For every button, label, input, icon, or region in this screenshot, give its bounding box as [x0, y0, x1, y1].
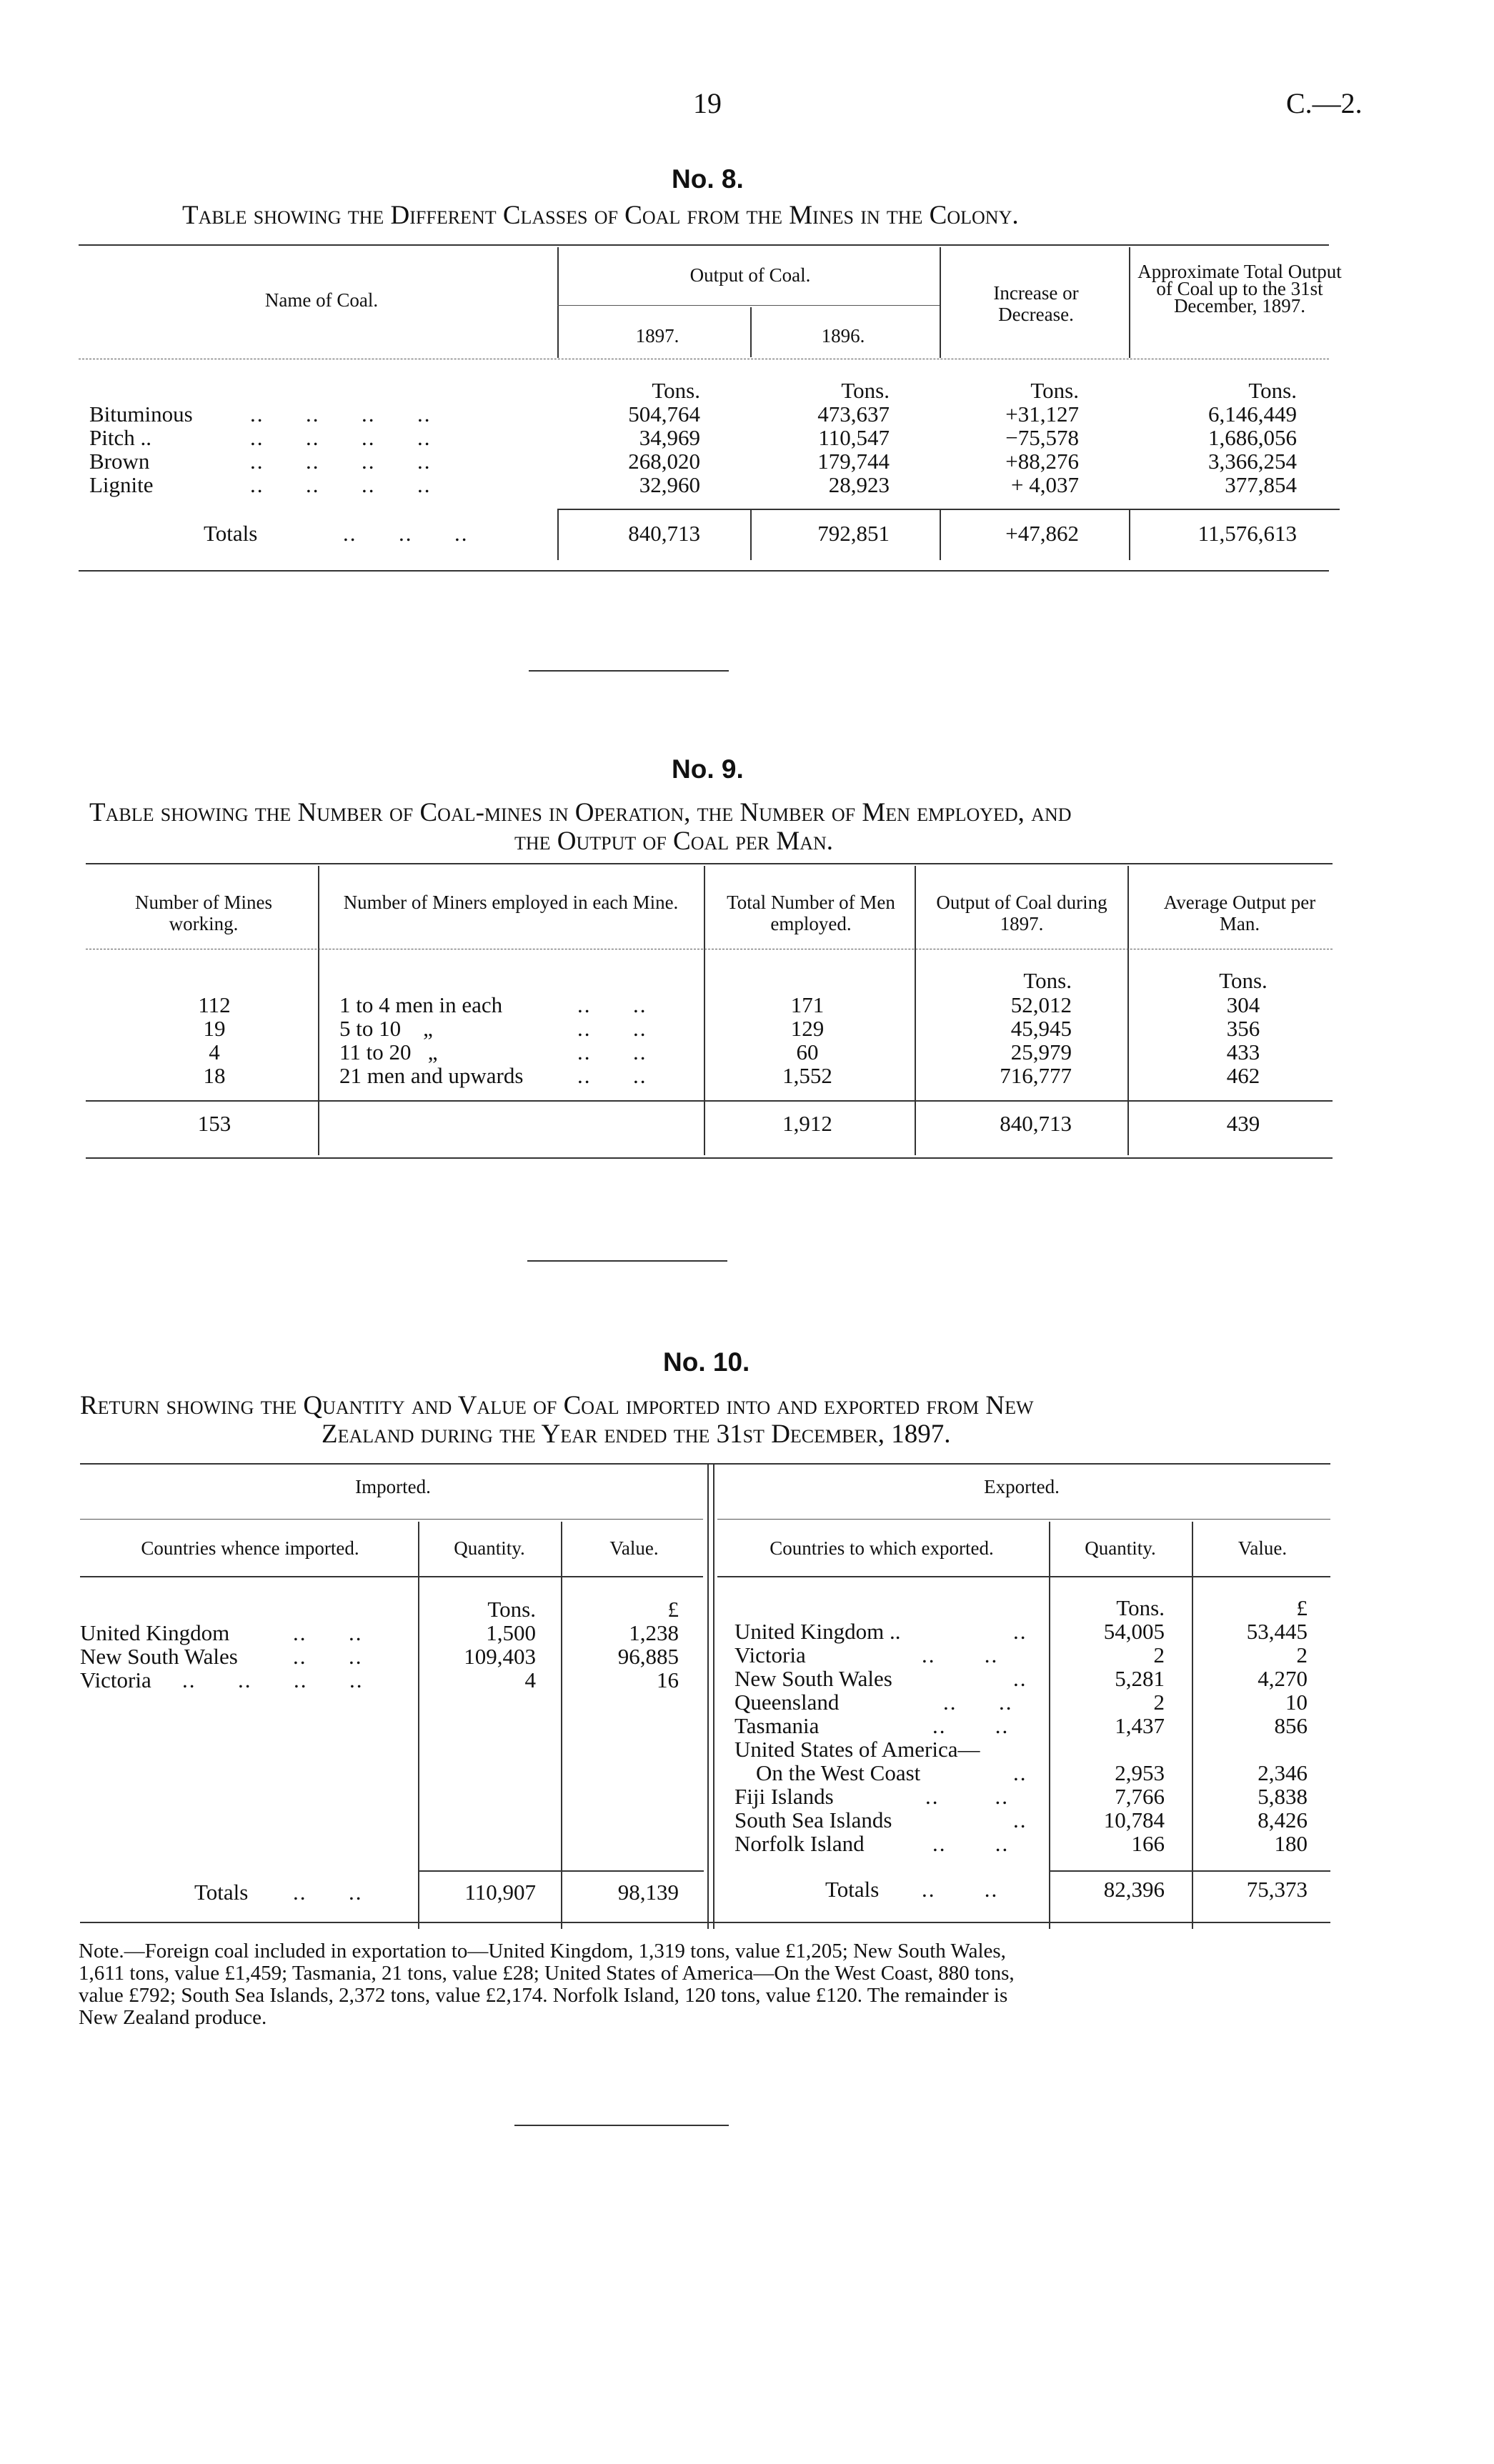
t10-imp-totals-dots: .. ..: [293, 1880, 363, 1905]
t10-exported-label: Exported.: [984, 1476, 1060, 1497]
t9-row-total: 1,552: [782, 1063, 832, 1088]
t10-exp-totals-qty: 82,396: [1103, 1877, 1165, 1902]
table8-title: Table showing the Different Classes of Coal from the Mines in the Colony.: [182, 201, 1019, 230]
t10-imp-totals-val: 98,139: [617, 1880, 679, 1905]
t10-header-exp-val: Value.: [1237, 1537, 1288, 1559]
table10-title-line1: Return showing the Quantity and Value of Coal imported into and exported from New: [80, 1391, 1034, 1420]
t8-row-dots: .. .. .. ..: [250, 449, 432, 474]
t8-row-name: Brown: [89, 449, 150, 474]
t10-exp-qty: 2: [1153, 1642, 1165, 1667]
t10-exp-qty: 166: [1131, 1831, 1165, 1856]
t10-note: [79, 1940, 1343, 2029]
t10-exp-dots: .. ..: [925, 1784, 1009, 1809]
t9-row-total: 171: [790, 992, 825, 1017]
t10-exp-country: New South Wales: [734, 1666, 892, 1691]
t8-header-1896: 1896.: [821, 325, 865, 346]
t10-exp-qty: 1,437: [1115, 1713, 1165, 1738]
t9-row-avg: 356: [1226, 1016, 1260, 1041]
t10-header-imp-val: Value.: [609, 1537, 659, 1559]
t9-row-avg: 304: [1226, 992, 1260, 1017]
t10-header-imp-qty: Quantity.: [454, 1537, 525, 1559]
t10-imp-val: 96,885: [617, 1644, 679, 1669]
t10-imp-qty: 1,500: [486, 1620, 536, 1645]
t10-exp-totals-label: Totals: [825, 1877, 880, 1902]
t10-exp-qty: 2,953: [1115, 1760, 1165, 1785]
t9-row-mines: 4: [209, 1039, 220, 1064]
t8-row-name: Pitch ..: [89, 425, 151, 450]
t10-exp-country: Victoria: [734, 1642, 806, 1667]
t10-exp-qty: 2: [1153, 1690, 1165, 1715]
t8-row-1896: 110,547: [818, 425, 890, 450]
t9-row-dots: .. ..: [577, 1039, 647, 1064]
t10-imp-val: 16: [657, 1667, 679, 1692]
t10-imp-country: New South Wales: [80, 1644, 238, 1669]
t9-totals-output: 840,713: [1000, 1111, 1072, 1136]
t10-exp-dots: .. ..: [922, 1642, 999, 1667]
t10-exp-country: Fiji Islands: [734, 1784, 834, 1809]
t9-header-total: Total Number of Men employed.: [727, 892, 895, 934]
t10-exp-dots: ..: [1013, 1666, 1027, 1691]
t8-row-1897: 268,020: [628, 449, 700, 474]
t9-unit-avg: Tons.: [1219, 968, 1268, 993]
t9-row-output: 716,777: [1000, 1063, 1072, 1088]
t8-row-1897: 34,969: [639, 425, 700, 450]
t10-imp-val: 1,238: [629, 1620, 679, 1645]
t9-row-output: 45,945: [1010, 1016, 1072, 1041]
t8-header-output: Output of Coal.: [689, 264, 811, 286]
t10-imp-qty: 4: [524, 1667, 536, 1692]
t10-exp-qty: 10,784: [1103, 1807, 1165, 1832]
t10-exp-val: 4,270: [1258, 1666, 1308, 1691]
t10-exp-val: 53,445: [1246, 1619, 1308, 1644]
t9-row-mines: 18: [203, 1063, 226, 1088]
t10-imp-dots: .. ..: [293, 1620, 363, 1645]
t10-exp-val: 8,426: [1258, 1807, 1308, 1832]
t9-row-mines: 19: [203, 1016, 226, 1041]
t10-exp-country: United Kingdom ..: [734, 1619, 901, 1644]
t10-imp-totals-label: Totals: [194, 1880, 249, 1905]
t8-totals-1896: 792,851: [817, 521, 890, 546]
note-line: New Zealand produce.: [79, 2006, 267, 2029]
t8-row-approx: 377,854: [1225, 472, 1297, 497]
t10-imp-country: United Kingdom: [80, 1620, 230, 1645]
t8-header-approx: Approximate Total Output of Coal up to the 31st December, 1897.: [1137, 261, 1342, 316]
t9-row-miners: 21 men and upwards: [339, 1063, 524, 1088]
t9-row-total: 60: [796, 1039, 819, 1064]
t8-header-incdec: Increase or Decrease.: [993, 282, 1079, 325]
t10-exp-totals-dots: .. ..: [922, 1877, 999, 1902]
t8-row-incdec: +88,276: [1005, 449, 1079, 474]
t10-imp-country: Victoria: [80, 1667, 151, 1692]
t8-unit-approx: Tons.: [1248, 378, 1297, 403]
t9-header-output: Output of Coal during 1897.: [936, 892, 1107, 934]
t9-header-mines: Number of Mines working.: [135, 892, 272, 934]
t10-exp-dots: .. ..: [932, 1831, 1010, 1856]
t10-exp-dots: ..: [1013, 1760, 1027, 1785]
t8-row-approx: 6,146,449: [1208, 401, 1297, 427]
t8-header-name: Name of Coal.: [264, 289, 379, 311]
t10-imp-dots: .. .. .. ..: [182, 1667, 364, 1692]
t8-row-1896: 473,637: [817, 401, 890, 427]
section-divider: [514, 2125, 729, 2126]
t10-header-exp-country: Countries to which exported.: [770, 1537, 994, 1559]
t10-exp-dots: ..: [1013, 1807, 1027, 1832]
note-line: Note.—Foreign coal included in exportation to—United Kingdom, 1,319 tons, value £1,205; New South Wales,: [79, 1940, 1006, 1962]
t10-exp-qty: 7,766: [1115, 1784, 1165, 1809]
t9-row-miners: 11 to 20 „: [339, 1039, 438, 1064]
t10-exp-country: Norfolk Island: [734, 1831, 865, 1856]
t10-imp-totals-qty: 110,907: [464, 1880, 536, 1905]
t10-exp-country: Queensland: [734, 1690, 840, 1715]
t9-header-avg: Average Output per Man.: [1163, 892, 1316, 934]
t8-row-dots: .. .. .. ..: [250, 472, 432, 497]
t8-totals-1897: 840,713: [628, 521, 700, 546]
t10-header-exp-qty: Quantity.: [1085, 1537, 1156, 1559]
note-line: 1,611 tons, value £1,459; Tasmania, 21 tons, value £28; United States of America—On the West Coast, 880 tons,: [79, 1962, 1015, 1985]
t8-row-name: Lignite: [89, 472, 154, 497]
t8-row-1897: 504,764: [628, 401, 700, 427]
t9-totals-avg: 439: [1226, 1111, 1260, 1136]
t9-row-dots: .. ..: [577, 1063, 647, 1088]
t9-row-output: 25,979: [1010, 1039, 1072, 1064]
t9-row-output: 52,012: [1010, 992, 1072, 1017]
t9-totals-mines: 153: [197, 1111, 231, 1136]
t10-unit-imp-val: £: [667, 1597, 679, 1622]
table10-title-line2: Zealand during the Year ended the 31st December, 1897.: [322, 1420, 951, 1449]
table9-number: No. 9.: [672, 754, 744, 784]
t8-row-incdec: −75,578: [1005, 425, 1079, 450]
t8-unit-1896: Tons.: [841, 378, 890, 403]
t10-exp-country: South Sea Islands: [734, 1807, 892, 1832]
t10-exp-dots: ..: [1013, 1619, 1027, 1644]
t9-row-total: 129: [790, 1016, 825, 1041]
t8-row-dots: .. .. .. ..: [250, 425, 432, 450]
section-divider: [529, 670, 729, 672]
t8-row-incdec: + 4,037: [1011, 472, 1079, 497]
t8-row-dots: .. .. .. ..: [250, 401, 432, 427]
section-divider: [527, 1260, 727, 1262]
t9-row-avg: 433: [1226, 1039, 1260, 1064]
t10-unit-exp-qty: Tons.: [1116, 1595, 1165, 1620]
t8-row-approx: 3,366,254: [1208, 449, 1297, 474]
t8-row-1896: 28,923: [828, 472, 890, 497]
t9-unit-output: Tons.: [1023, 968, 1072, 993]
table9-title-line1: Table showing the Number of Coal-mines in Operation, the Number of Men employed, and: [89, 798, 1072, 827]
t8-unit-1897: Tons.: [652, 378, 700, 403]
t8-row-1897: 32,960: [639, 472, 700, 497]
t9-row-dots: .. ..: [577, 992, 647, 1017]
t10-exp-qty: 54,005: [1103, 1619, 1165, 1644]
page-number: 19: [693, 87, 722, 119]
t9-row-miners: 1 to 4 men in each: [339, 992, 503, 1017]
t10-exp-qty: 5,281: [1115, 1666, 1165, 1691]
t10-exp-val: 2: [1296, 1642, 1308, 1667]
t9-row-mines: 112: [198, 992, 231, 1017]
t8-row-incdec: +31,127: [1005, 401, 1079, 427]
page-reference: C.—2.: [1286, 87, 1363, 119]
table9-title-line2: the Output of Coal per Man.: [514, 827, 834, 856]
table8-number: No. 8.: [672, 164, 744, 194]
t8-totals-approx: 11,576,613: [1197, 521, 1297, 546]
t10-exp-country: United States of America—: [734, 1737, 980, 1762]
t10-imp-dots: .. ..: [293, 1644, 363, 1669]
t8-totals-incdec: +47,862: [1005, 521, 1079, 546]
t9-row-miners: 5 to 10 „: [339, 1016, 433, 1041]
t9-row-avg: 462: [1226, 1063, 1260, 1088]
t10-unit-exp-val: £: [1296, 1595, 1308, 1620]
t10-exp-dots: .. ..: [943, 1690, 1013, 1715]
t10-imported-label: Imported.: [355, 1476, 431, 1497]
t10-exp-val: 10: [1285, 1690, 1308, 1715]
t8-unit-incdec: Tons.: [1030, 378, 1079, 403]
t10-imp-qty: 109,403: [464, 1644, 536, 1669]
table10-number: No. 10.: [663, 1347, 750, 1377]
t10-exp-country: Tasmania: [734, 1713, 820, 1738]
t10-exp-val: 856: [1274, 1713, 1308, 1738]
t9-row-dots: .. ..: [577, 1016, 647, 1041]
t8-header-1897: 1897.: [635, 325, 679, 346]
t9-header-miners: Number of Miners employed in each Mine.: [343, 892, 679, 913]
t8-row-approx: 1,686,056: [1208, 425, 1297, 450]
t8-row-1896: 179,744: [817, 449, 890, 474]
t9-totals-total: 1,912: [782, 1111, 832, 1136]
t10-exp-dots: .. ..: [932, 1713, 1010, 1738]
t10-exp-val: 180: [1274, 1831, 1308, 1856]
t10-header-imp-country: Countries whence imported.: [141, 1537, 359, 1559]
t10-exp-totals-val: 75,373: [1246, 1877, 1308, 1902]
t10-exp-val: 2,346: [1258, 1760, 1308, 1785]
note-line: value £792; South Sea Islands, 2,372 tons, value £2,174. Norfolk Island, 120 tons, value £120. The remainder is: [79, 1984, 1008, 2007]
t8-row-name: Bituminous: [89, 401, 193, 427]
t10-exp-val: 5,838: [1258, 1784, 1308, 1809]
t10-unit-imp-qty: Tons.: [487, 1597, 536, 1622]
t10-exp-country: On the West Coast: [756, 1760, 921, 1785]
t8-totals-dots: .. .. ..: [343, 521, 469, 546]
t8-totals-label: Totals: [204, 521, 258, 546]
